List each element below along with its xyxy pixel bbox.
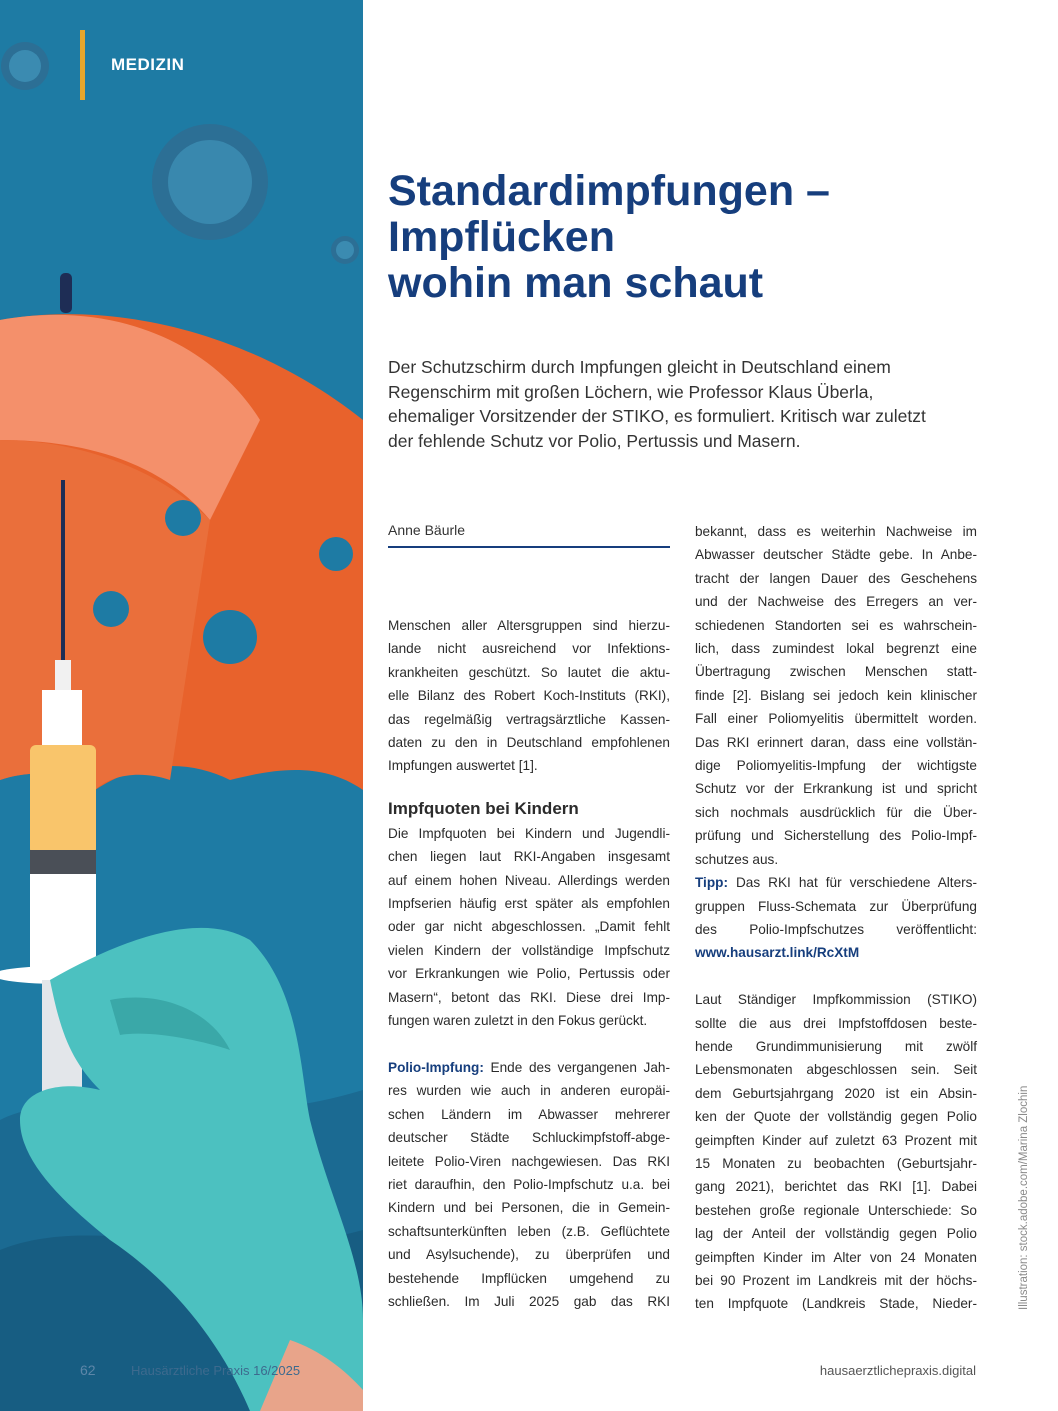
- body-column-2: [695, 520, 977, 1316]
- lead-line: der fehlende Schutz vor Polio, Pertussis und Masern.: [388, 430, 801, 451]
- body-line: fungen waren zuletzt in den Fokus gerückt.: [388, 1013, 648, 1029]
- body-line: lich, dass zumindest lokal begrenzt eine: [695, 641, 977, 657]
- body-line: Abwasser deutscher Städte gebe. In Anbe-: [695, 547, 977, 563]
- body-line: lande nicht ausreichend vor Infektions-: [388, 641, 670, 657]
- body-line: hende Grundimmunisierung mit zwölf: [695, 1038, 977, 1054]
- body-line: bekannt, dass es weiterhin Nachweise im: [695, 524, 977, 539]
- body-line: res wurden wie auch in anderen europäi-: [388, 1083, 670, 1099]
- lead-line: Regenschirm mit großen Löchern, wie Professor Klaus Überla,: [388, 381, 874, 402]
- website-link[interactable]: hausaerztlichepraxis.digital: [819, 1363, 976, 1378]
- body-line: vielen Kindern der vollständige Impfschutz: [388, 942, 670, 958]
- page-number: 62: [80, 1362, 96, 1378]
- illustration-credit: Illustration: stock.adobe.com/Marina Zlochin: [1018, 1085, 1030, 1310]
- body-line: das regelmäßig vertragsärztliche Kassen-: [388, 711, 670, 727]
- headline-line: Standardimpfungen –: [388, 167, 830, 215]
- body-line: [695, 871, 977, 894]
- body-line: Masern“, betont das RKI. Diese drei Imp-: [388, 989, 670, 1005]
- body-line: schließen. Im Juli 2025 gab das RKI: [388, 1293, 670, 1309]
- lead-line: ehemaliger Vorsitzender der STIKO, es formuliert. Kritisch war zuletzt: [388, 406, 926, 427]
- body-line: Impfungen auswertet [1].: [388, 758, 538, 774]
- body-line: bei 90 Prozent im Landkreis mit der höchs-: [695, 1272, 977, 1288]
- body-line: leitete Polio-Viren nachgewiesen. Das RKI: [388, 1153, 670, 1169]
- author-divider: [388, 546, 670, 548]
- body-line: schiedenen Standorten sei es wahrschein-: [695, 617, 977, 633]
- body-line: vor Erkrankungen wie Polio, Pertussis oder: [388, 966, 670, 982]
- body-line: dem Geburtsjahrgang 2020 ist ein Absin-: [695, 1085, 977, 1101]
- body-line: bestehen große regionale Unterschiede: So: [695, 1202, 977, 1218]
- body-line: Die Impfquoten bei Kindern und Jugendli-: [388, 825, 670, 841]
- body-line: schen Ländern im Abwasser mehrerer: [388, 1106, 670, 1122]
- body-line: schaftsunterkünften leben (z.B. Geflüchtete: [388, 1223, 670, 1239]
- body-line: Laut Ständiger Impfkommission (STIKO): [695, 992, 977, 1008]
- body-line: ten Impfquote (Landkreis Stade, Nieder-: [695, 1296, 977, 1312]
- body-line: gruppen Fluss-Schemata zur Überprüfung: [695, 898, 977, 914]
- body-line: schutzes aus.: [695, 851, 779, 867]
- polio-label: Polio-Impfung:: [388, 1059, 484, 1075]
- body-line: daten zu den in Deutschland empfohlenen: [388, 735, 670, 751]
- body-line: oder gar nicht abgeschlossen. „Damit fehlt: [388, 919, 670, 935]
- body-line: ken der Quote der vollständig gegen Polio: [695, 1109, 977, 1125]
- body-line: und der Nachweise des Erregers an ver-: [695, 594, 977, 610]
- headline-line: Impflücken: [388, 213, 615, 261]
- body-line: und Asylsuchende), zu überprüfen und: [388, 1247, 670, 1263]
- body-line: Übertragung zwischen Menschen statt-: [695, 664, 977, 680]
- journal-name: Hausärztliche Praxis 16/2025: [131, 1363, 301, 1378]
- body-line: auf einem hohen Niveau. Allerdings werden: [388, 872, 670, 888]
- body-line: sich nochmals ausdrücklich für die Über-: [695, 804, 977, 820]
- tipp-link[interactable]: www.hausarzt.link/RcXtM: [695, 945, 860, 961]
- body-line: gang 2021), berichtet das RKI [1]. Dabei: [695, 1179, 977, 1195]
- author-name: Anne Bäurle: [388, 522, 466, 538]
- body-line: Kindern und bei Personen, die in Gemein-: [388, 1200, 670, 1216]
- body-line: finde [2]. Bislang sei jedoch kein klinischer: [695, 687, 977, 703]
- tipp-label: Tipp:: [695, 875, 728, 891]
- polio-first-text: Ende des vergangenen Jah-: [483, 1059, 670, 1075]
- cover-illustration: [0, 0, 363, 1411]
- body-line: chen liegen laut RKI-Angaben insgesamt: [388, 849, 670, 865]
- tipp-first-text: Das RKI hat für verschiedene Alters-: [727, 875, 977, 891]
- body-line: Impfserien häufig erst später als empfohlen: [388, 896, 670, 912]
- body-line: [388, 1056, 670, 1079]
- body-line: dige Poliomyelitis-Impfung der wichtigste: [695, 758, 977, 774]
- body-line: 15 Monaten zu beobachten (Geburtsjahr-: [695, 1155, 977, 1171]
- body-line: riet daraufhin, den Polio-Impfschutz u.a. bei: [388, 1176, 670, 1192]
- article-lead: [388, 355, 988, 453]
- umbrella-syringe-illustration: [0, 0, 363, 1411]
- body-line: sollte die aus drei Impfstoffdosen beste-: [695, 1015, 977, 1031]
- paragraph-gap: [695, 965, 977, 988]
- body-line: krankheiten geschützt. So lautet die aktu-: [388, 664, 670, 680]
- body-line: bestehende Impflücken umgehend zu: [388, 1270, 670, 1286]
- body-line: prüfung und Sicherstellung des Polio-Impf-: [695, 828, 977, 844]
- body-line: deutscher Städte Schluckimpfstoff-abge-: [388, 1130, 670, 1146]
- body-line: Menschen aller Altersgruppen sind hierzu-: [388, 618, 670, 633]
- headline-line: wohin man schaut: [388, 259, 764, 307]
- body-line: lag der Anteil der vollständig gegen Polio: [695, 1226, 977, 1242]
- body-line: Das RKI erinnert daran, dass eine vollstän-: [695, 734, 977, 750]
- section-label: MEDIZIN: [111, 55, 185, 74]
- body-line: Schutz vor der Erkrankung ist und spricht: [695, 781, 977, 797]
- body-line: des Polio-Impfschutzes veröffentlicht:: [695, 921, 977, 937]
- body-line: elle Bilanz des Robert Koch-Instituts (RKI),: [388, 688, 670, 704]
- body-line: Fall einer Poliomyelitis übermittelt worden.: [695, 711, 977, 727]
- body-line: Lebensmonaten abgeschlossen sein. Seit: [695, 1062, 977, 1078]
- body-line: geimpften Kinder im Alter von 24 Monaten: [695, 1249, 977, 1265]
- accent-bar: [80, 30, 85, 100]
- article-headline: [388, 168, 1028, 306]
- body-line: geimpften Kinder auf zuletzt 63 Prozent mit: [695, 1132, 977, 1148]
- section-subheading: Impfquoten bei Kindern: [388, 798, 579, 818]
- lead-line: Der Schutzschirm durch Impfungen gleicht in Deutschland einem: [388, 357, 891, 377]
- paragraph-gap: [388, 1033, 670, 1056]
- body-column-1: [388, 614, 670, 1313]
- body-line: tracht der langen Dauer des Geschehens: [695, 570, 977, 586]
